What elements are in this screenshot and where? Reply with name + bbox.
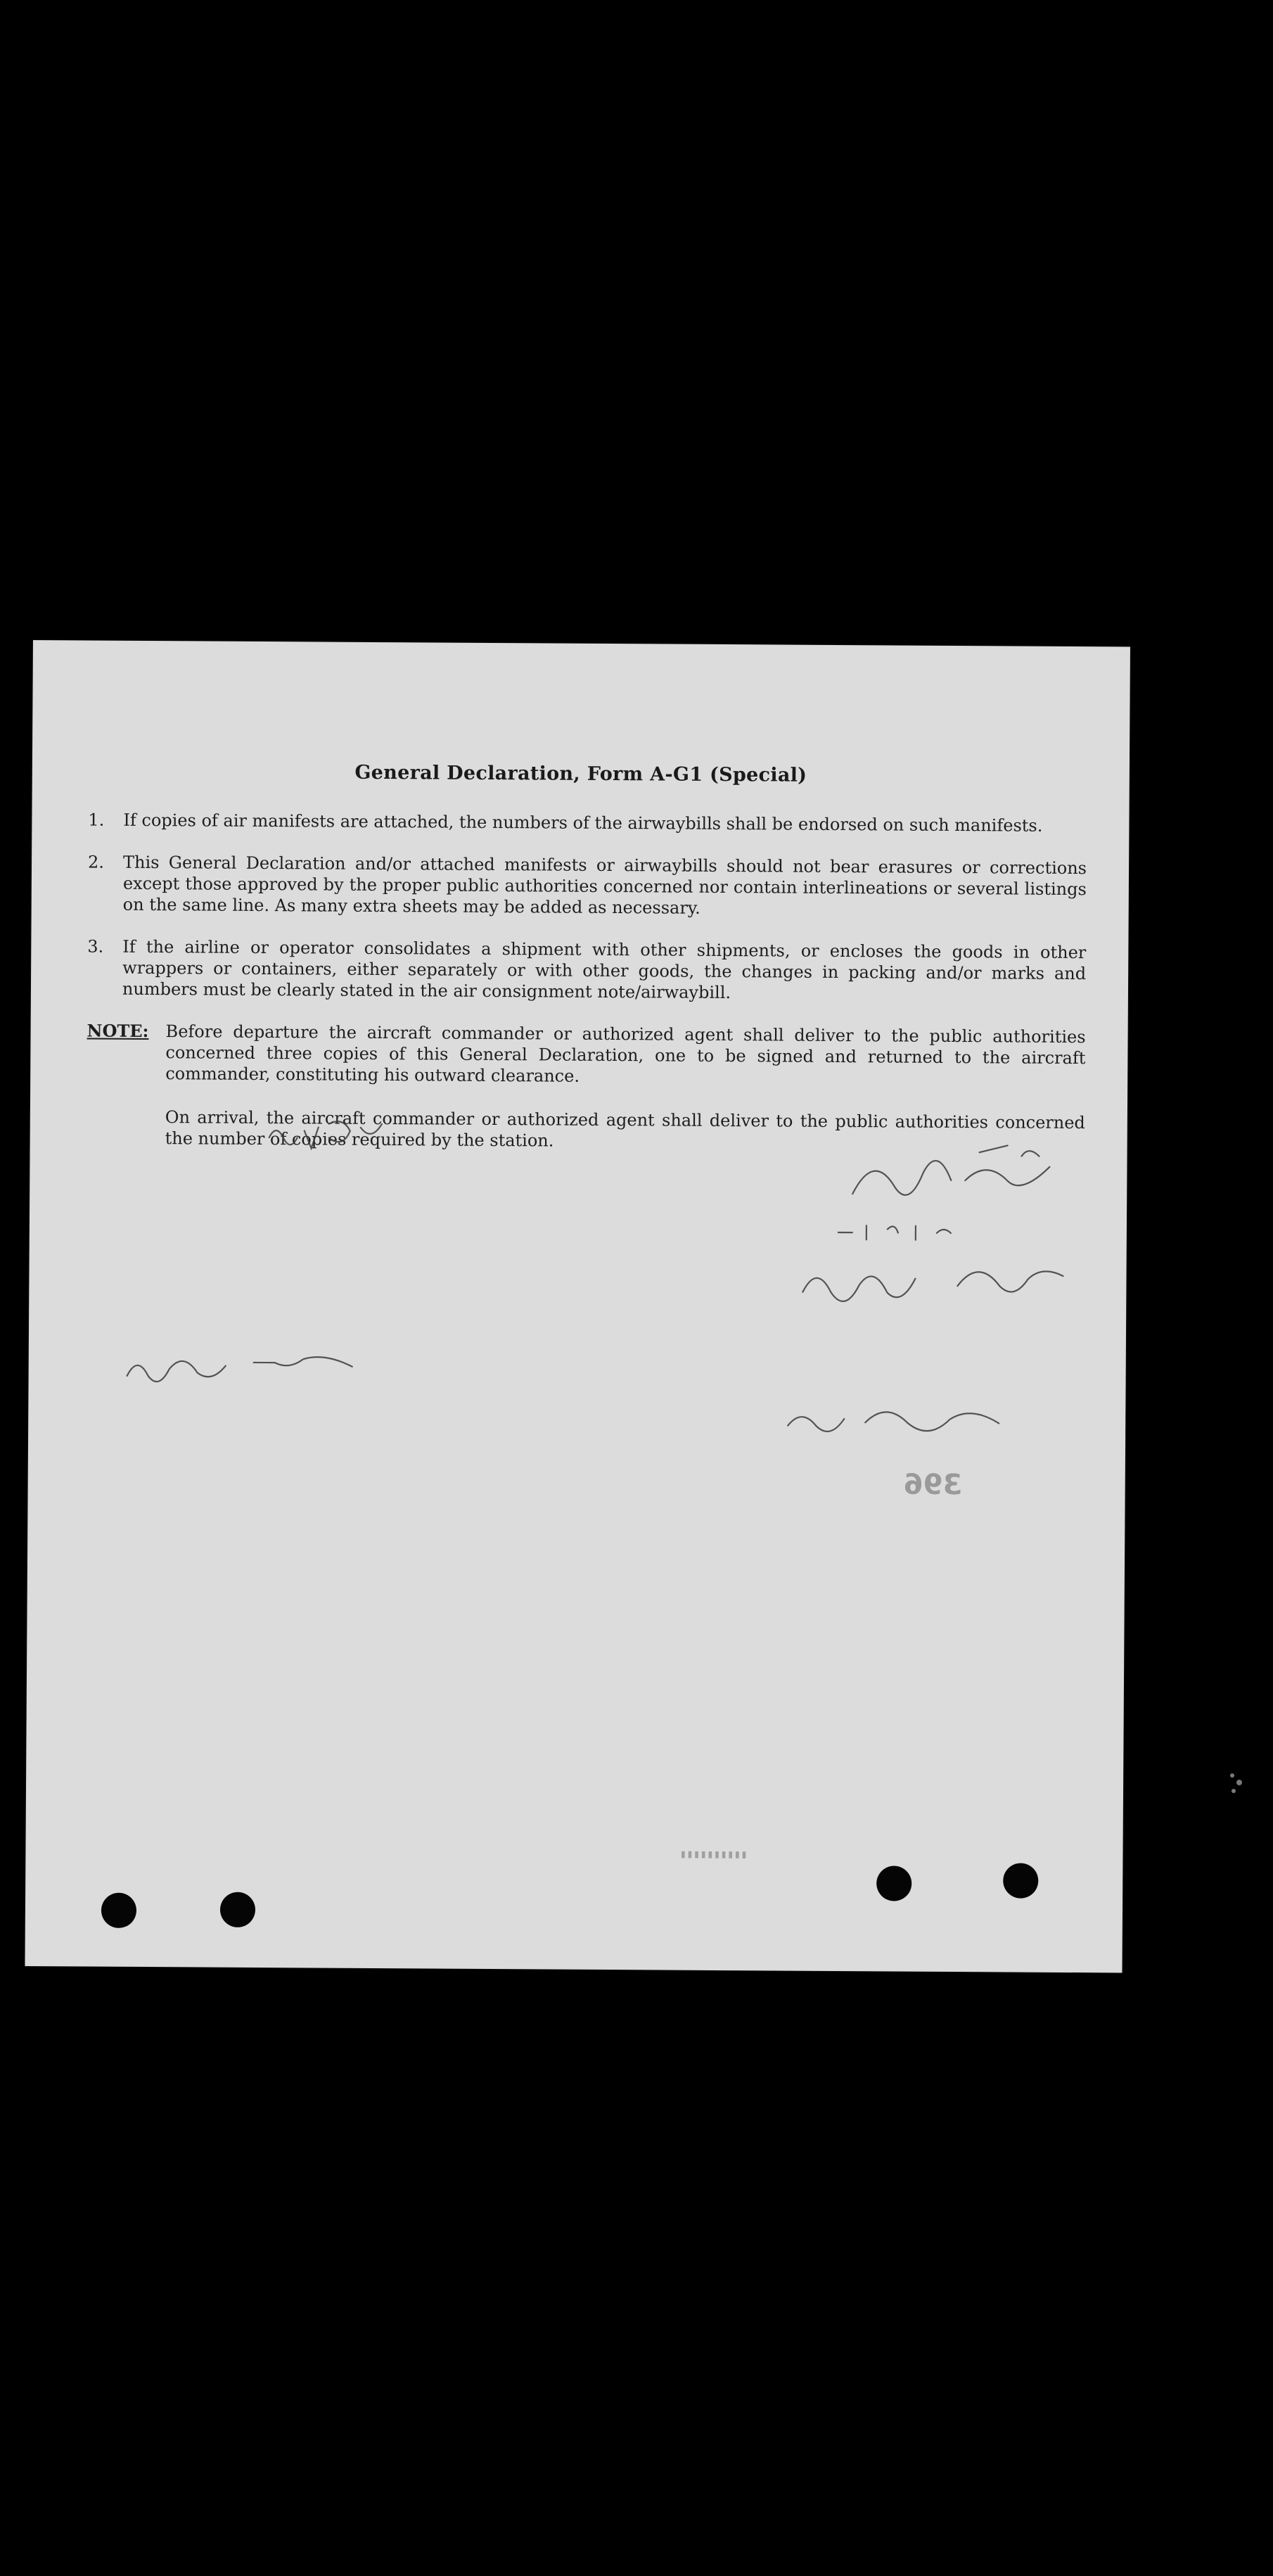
instructions-list	[86, 809, 1087, 1177]
note-paragraph-arrival: On arrival, the aircraft commander or authorized agent shall deliver to the public authorities concerned the number of copies required by the station.	[165, 1107, 1085, 1151]
note-paragraph-departure: Before departure the aircraft commander or authorized agent shall deliver to the public authorities concerned three copies of this General Declaration, one to be signed and returned to the aircraft commander, constituting his outward clearance.	[165, 1021, 1086, 1086]
item-text: If the airline or operator consolidates a shipment with other shipments, or encloses the goods in other wrappers or containers, either separately or with other goods, the changes in packing and/or marks and numbers must be clearly stated in the air consignment note/airwaybill.	[122, 936, 1087, 1003]
handwritten-signature-right-2	[788, 1250, 1085, 1315]
item-text: This General Declaration and/or attached manifests or airwaybills should not bear erasures or corrections except those approved by the proper public authorities concerned nor contain interlineations or several listings on the same line. As many extra sheets may be added as necessary.	[122, 852, 1087, 918]
faint-stamp-number: 396	[903, 1468, 963, 1502]
handwritten-mark-right-lower	[781, 1398, 1020, 1448]
item-number: 2.	[87, 852, 105, 872]
instruction-item	[88, 809, 1087, 836]
punch-hole	[101, 1893, 136, 1928]
punch-hole	[1003, 1863, 1038, 1898]
punch-hole	[876, 1866, 911, 1901]
note-block	[87, 1020, 1086, 1154]
form-title: General Declaration, Form A-G1 (Special)	[354, 761, 807, 786]
handwritten-mark-near-note	[262, 1109, 403, 1159]
handwritten-mark-left	[120, 1341, 373, 1398]
handwritten-date-mark	[831, 1215, 972, 1251]
item-number: 1.	[88, 810, 105, 830]
faint-bleed-through-block: ▮▮▮▮▮▮▮▮▮▮	[679, 1847, 748, 1861]
item-number: 3.	[87, 936, 104, 957]
handwritten-signature-right-1	[838, 1137, 1064, 1216]
form-sheet	[25, 640, 1130, 1972]
punch-hole	[220, 1892, 255, 1927]
instruction-item	[88, 851, 1087, 921]
edge-speck	[1224, 1766, 1252, 1801]
instruction-item	[87, 936, 1087, 1005]
item-text: If copies of air manifests are attached, the numbers of the airwaybills shall be endorsed on such manifests.	[123, 810, 1043, 836]
note-label: NOTE:	[87, 1020, 149, 1042]
